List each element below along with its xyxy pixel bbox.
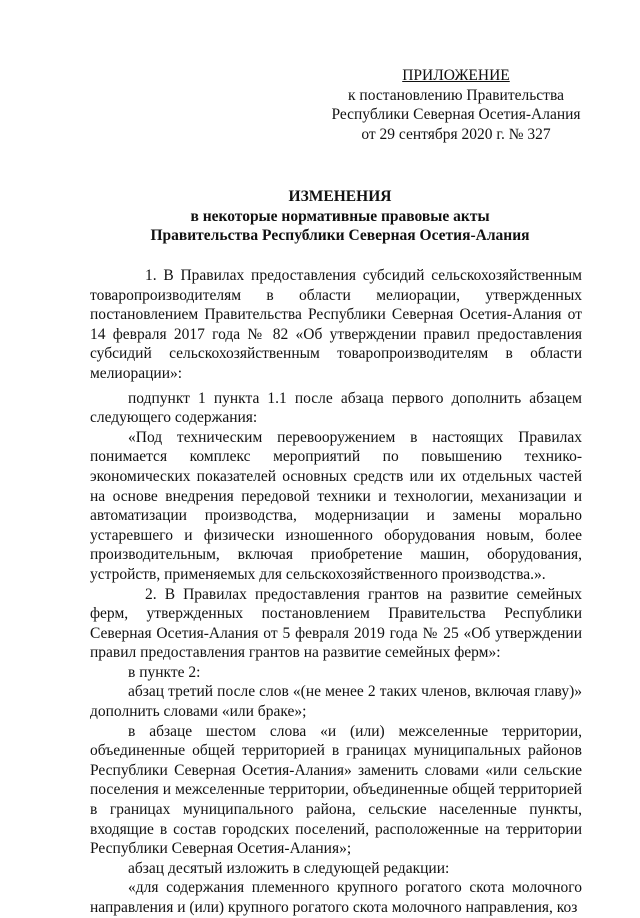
title-line-3: Правительства Республики Северная Осетия-Алания — [150, 227, 530, 244]
appendix-heading: ПРИЛОЖЕНИЕ — [402, 67, 510, 84]
appendix-line-2: Республики Северная Осетия-Алания — [331, 106, 581, 123]
paragraph-9: «для содержания племенного крупного рогатого скота молочного направления и (или) крупного рогатого скота молочного направления, коз — [90, 879, 582, 916]
appendix-header — [322, 66, 590, 144]
document-body — [90, 266, 582, 918]
paragraph-4: 2. В Правилах предоставления грантов на развитие семейных ферм, утвержденных постановлением Правительства Республики Северная Осетия-Алания от 5 февраля 2019 года № 25 «Об утверждении правил предоставления грантов на развитие семейных ферм»: — [90, 585, 582, 662]
document-title — [90, 187, 590, 246]
title-line-1: ИЗМЕНЕНИЯ — [288, 188, 392, 205]
paragraph-3: «Под техническим перевооружением в настоящих Правилах понимается комплекс мероприятий по повышению технико-экономических показателей основных средств или их отдельных частей на основе внедрения передовой техники и технологии, механизации и автоматизации производства, модернизации и замены морально устаревшего и физически изношенного оборудования новым, более производительным, включая приобретение машин, оборудования, устройств, применяемых для сельскохозяйственного производства.». — [90, 428, 582, 583]
paragraph-7: в абзаце шестом слова «и (или) межселенные территории, объединенные общей территорией в границах муниципальных районов Республики Северная Осетия-Алания» заменить словами «или сельские поселения и межселенные территории, объединенные общей территорией в границах муниципального района, сельские населенные пункты, входящие в состав городских поселений, расположенные на территории Республики Северная Осетия-Алания»; — [90, 722, 582, 858]
title-line-2: в некоторые нормативные правовые акты — [190, 207, 490, 225]
paragraph-6: абзац третий после слов «(не менее 2 таких членов, включая главу)» дополнить словами «или браке»; — [90, 683, 582, 721]
paragraph-1: 1. В Правилах предоставления субсидий сельскохозяйственным товаропроизводителям в области мелиорации, утвержденных постановлением Правительства Республики Северная Осетия-Алания от 14 февраля 2017 года № 82 «Об утверждении правил предоставления субсидий сельскохозяйственным товаропроизводителям в области мелиорации»: — [90, 267, 582, 382]
appendix-line-3: от 29 сентября 2020 г. № 327 — [361, 125, 551, 143]
paragraph-2: подпункт 1 пункта 1.1 после абзаца первого дополнить абзацем следующего содержания: — [90, 389, 582, 427]
paragraph-8: абзац десятый изложить в следующей редакции: — [128, 859, 450, 877]
paragraph-5: в пункте 2: — [128, 663, 201, 681]
appendix-line-1: к постановлению Правительства — [348, 86, 564, 104]
